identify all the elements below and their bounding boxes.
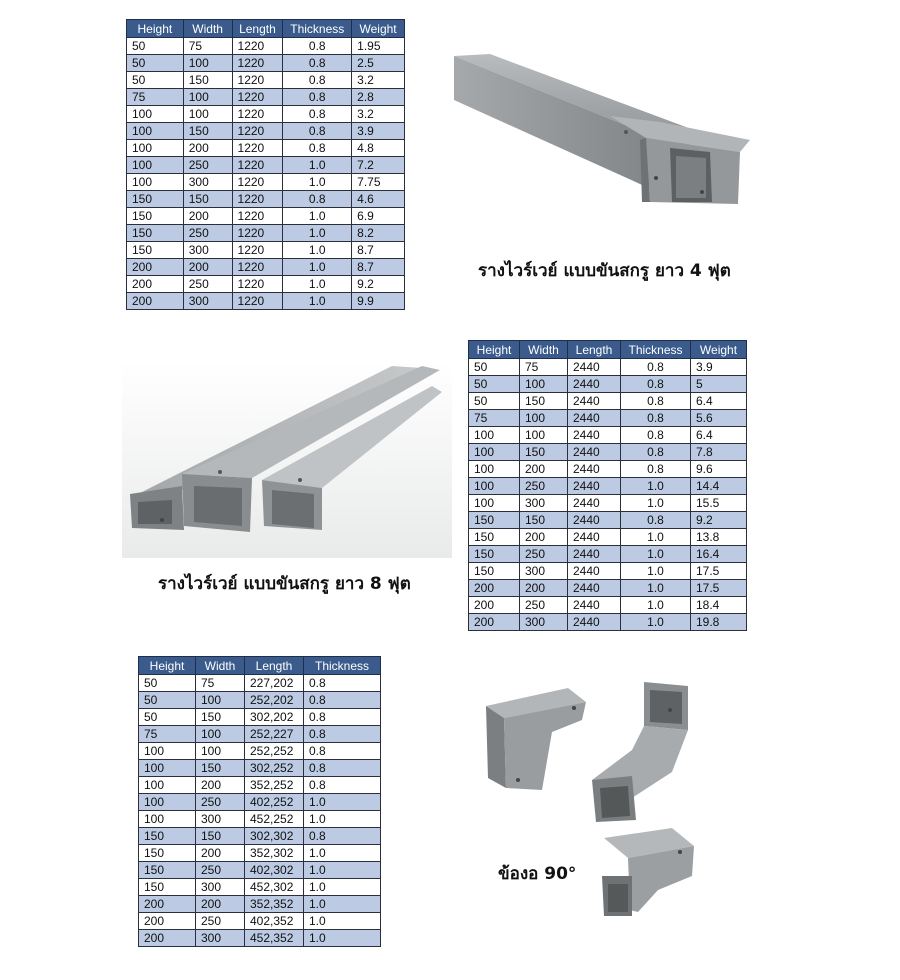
table-cell: 150 <box>139 845 196 862</box>
table-cell: 0.8 <box>621 444 691 461</box>
table-cell: 1220 <box>232 191 283 208</box>
wireway-4ft-photo <box>450 52 766 212</box>
table-cell: 150 <box>196 709 245 726</box>
table-cell: 1.0 <box>283 174 352 191</box>
table-cell: 100 <box>127 106 184 123</box>
table-cell: 250 <box>196 913 245 930</box>
table-cell: 1220 <box>232 225 283 242</box>
column-header: Width <box>183 20 232 38</box>
table-cell: 1220 <box>232 276 283 293</box>
table-cell: 100 <box>139 777 196 794</box>
table-cell: 302,252 <box>245 760 304 777</box>
table-cell: 1220 <box>232 72 283 89</box>
table-row <box>127 123 405 140</box>
table-cell: 150 <box>127 225 184 242</box>
table-row <box>469 410 747 427</box>
table-cell: 1.0 <box>621 614 691 631</box>
table-cell: 300 <box>520 495 568 512</box>
table-row <box>469 495 747 512</box>
column-header: Length <box>568 341 621 359</box>
column-header: Width <box>520 341 568 359</box>
table-row <box>127 293 405 310</box>
table-cell: 452,352 <box>245 930 304 947</box>
table-cell: 200 <box>520 529 568 546</box>
table-row <box>139 726 381 743</box>
column-header: Thickness <box>283 20 352 38</box>
column-header: Weight <box>691 341 747 359</box>
table-cell: 150 <box>183 123 232 140</box>
table-cell: 1.0 <box>304 879 381 896</box>
table-cell: 352,302 <box>245 845 304 862</box>
table-cell: 18.4 <box>691 597 747 614</box>
table-cell: 100 <box>520 376 568 393</box>
table-cell: 75 <box>127 89 184 106</box>
table-cell: 50 <box>127 38 184 55</box>
table-cell: 2440 <box>568 444 621 461</box>
table-cell: 75 <box>520 359 568 376</box>
table-cell: 300 <box>520 563 568 580</box>
table-cell: 0.8 <box>304 777 381 794</box>
table-cell: 150 <box>127 242 184 259</box>
table-cell: 9.9 <box>352 293 405 310</box>
table-cell: 252,252 <box>245 743 304 760</box>
table-cell: 100 <box>127 157 184 174</box>
table-cell: 200 <box>139 896 196 913</box>
table-cell: 100 <box>139 743 196 760</box>
table-cell: 150 <box>196 760 245 777</box>
table-row <box>139 828 381 845</box>
table-cell: 200 <box>183 208 232 225</box>
table-cell: 100 <box>196 743 245 760</box>
table-cell: 200 <box>469 580 520 597</box>
table-cell: 0.8 <box>304 709 381 726</box>
table-cell: 50 <box>127 72 184 89</box>
table-cell: 300 <box>183 174 232 191</box>
table-cell: 0.8 <box>283 140 352 157</box>
table-row <box>469 546 747 563</box>
table-cell: 252,227 <box>245 726 304 743</box>
table-cell: 1.0 <box>283 242 352 259</box>
table-cell: 200 <box>196 845 245 862</box>
wireway-8ft-photo <box>122 362 452 558</box>
table-cell: 1220 <box>232 55 283 72</box>
table-cell: 1220 <box>232 259 283 276</box>
table-cell: 150 <box>183 72 232 89</box>
spec-table-elbow-90 <box>138 656 381 947</box>
table-cell: 1.0 <box>621 478 691 495</box>
table-row <box>127 89 405 106</box>
table-cell: 100 <box>469 478 520 495</box>
table-cell: 250 <box>183 157 232 174</box>
caption-4ft: รางไวร์เวย์ แบบขันสกรู ยาว 4 ฟุต <box>478 261 731 281</box>
table-cell: 150 <box>520 444 568 461</box>
table-cell: 100 <box>139 760 196 777</box>
table-cell: 150 <box>469 512 520 529</box>
table-cell: 9.2 <box>352 276 405 293</box>
table-row <box>469 444 747 461</box>
table-cell: 1.0 <box>304 794 381 811</box>
table-cell: 75 <box>196 675 245 692</box>
table-cell: 100 <box>520 427 568 444</box>
table-cell: 5.6 <box>691 410 747 427</box>
table-cell: 0.8 <box>304 743 381 760</box>
table-cell: 0.8 <box>283 72 352 89</box>
table-row <box>469 597 747 614</box>
column-header: Height <box>127 20 184 38</box>
table-header-row <box>127 20 405 38</box>
table-cell: 0.8 <box>304 675 381 692</box>
table-cell: 150 <box>139 879 196 896</box>
table-cell: 252,202 <box>245 692 304 709</box>
column-header: Length <box>245 657 304 675</box>
table-cell: 0.8 <box>304 760 381 777</box>
table-row <box>127 259 405 276</box>
table-cell: 1220 <box>232 106 283 123</box>
table-cell: 200 <box>520 461 568 478</box>
table-cell: 1.0 <box>621 495 691 512</box>
table-cell: 7.75 <box>352 174 405 191</box>
table-cell: 0.8 <box>304 726 381 743</box>
table-cell: 1.0 <box>621 529 691 546</box>
table-cell: 3.9 <box>691 359 747 376</box>
table-cell: 50 <box>139 709 196 726</box>
table-row <box>127 38 405 55</box>
table-cell: 1.0 <box>621 563 691 580</box>
table-cell: 200 <box>127 276 184 293</box>
table-row <box>139 930 381 947</box>
table-row <box>469 563 747 580</box>
table-cell: 2440 <box>568 393 621 410</box>
table-cell: 100 <box>196 726 245 743</box>
table-row <box>139 675 381 692</box>
table-row <box>469 512 747 529</box>
table-cell: 250 <box>520 597 568 614</box>
table-cell: 452,302 <box>245 879 304 896</box>
table-cell: 1220 <box>232 123 283 140</box>
table-cell: 200 <box>520 580 568 597</box>
table-cell: 1.0 <box>283 293 352 310</box>
table-cell: 0.8 <box>283 123 352 140</box>
table-cell: 4.6 <box>352 191 405 208</box>
table-cell: 1.0 <box>304 930 381 947</box>
table-row <box>127 242 405 259</box>
table-cell: 0.8 <box>621 393 691 410</box>
table-cell: 1.0 <box>304 862 381 879</box>
table-cell: 100 <box>520 410 568 427</box>
table-row <box>127 225 405 242</box>
table-cell: 150 <box>139 828 196 845</box>
table-row <box>139 913 381 930</box>
table-cell: 2440 <box>568 376 621 393</box>
column-header: Height <box>469 341 520 359</box>
table-cell: 300 <box>196 930 245 947</box>
table-cell: 200 <box>183 140 232 157</box>
table-cell: 50 <box>139 675 196 692</box>
table-cell: 227,202 <box>245 675 304 692</box>
table-cell: 0.8 <box>621 359 691 376</box>
table-cell: 0.8 <box>283 55 352 72</box>
table-cell: 402,252 <box>245 794 304 811</box>
table-row <box>127 191 405 208</box>
table-cell: 100 <box>183 55 232 72</box>
table-cell: 200 <box>127 259 184 276</box>
table-cell: 1.0 <box>283 208 352 225</box>
spec-table-4ft <box>126 19 405 310</box>
table-cell: 100 <box>127 140 184 157</box>
table-cell: 3.9 <box>352 123 405 140</box>
table-cell: 1.0 <box>283 259 352 276</box>
table-cell: 2440 <box>568 478 621 495</box>
table-cell: 1220 <box>232 208 283 225</box>
table-row <box>127 174 405 191</box>
table-cell: 1.0 <box>621 580 691 597</box>
table-cell: 2440 <box>568 410 621 427</box>
table-cell: 1.95 <box>352 38 405 55</box>
table-row <box>139 896 381 913</box>
table-cell: 100 <box>469 427 520 444</box>
table-cell: 150 <box>469 546 520 563</box>
table-row <box>127 72 405 89</box>
table-cell: 300 <box>183 242 232 259</box>
table-header-row <box>469 341 747 359</box>
table-cell: 3.2 <box>352 72 405 89</box>
table-cell: 0.8 <box>304 828 381 845</box>
table-cell: 200 <box>469 597 520 614</box>
table-row <box>139 879 381 896</box>
table-cell: 352,252 <box>245 777 304 794</box>
table-row <box>127 106 405 123</box>
table-cell: 0.8 <box>621 461 691 478</box>
table-cell: 1220 <box>232 242 283 259</box>
table-row <box>139 777 381 794</box>
table-cell: 250 <box>520 546 568 563</box>
table-cell: 6.4 <box>691 393 747 410</box>
table-cell: 300 <box>196 811 245 828</box>
table-cell: 2440 <box>568 359 621 376</box>
table-cell: 4.8 <box>352 140 405 157</box>
table-cell: 300 <box>183 293 232 310</box>
table-cell: 7.8 <box>691 444 747 461</box>
table-row <box>139 845 381 862</box>
table-row <box>139 709 381 726</box>
table-cell: 250 <box>183 276 232 293</box>
table-cell: 2.5 <box>352 55 405 72</box>
table-cell: 100 <box>183 106 232 123</box>
caption-elbow-90: ข้องอ 90° <box>498 864 577 884</box>
table-cell: 0.8 <box>283 38 352 55</box>
table-row <box>469 427 747 444</box>
table-cell: 6.9 <box>352 208 405 225</box>
table-cell: 2440 <box>568 427 621 444</box>
table-cell: 50 <box>139 692 196 709</box>
table-cell: 17.5 <box>691 563 747 580</box>
table-cell: 0.8 <box>621 427 691 444</box>
table-header-row <box>139 657 381 675</box>
table-cell: 1.0 <box>304 913 381 930</box>
column-header: Length <box>232 20 283 38</box>
table-row <box>469 580 747 597</box>
table-cell: 8.7 <box>352 259 405 276</box>
table-cell: 100 <box>469 444 520 461</box>
table-cell: 9.6 <box>691 461 747 478</box>
table-cell: 2440 <box>568 495 621 512</box>
table-cell: 13.8 <box>691 529 747 546</box>
table-cell: 3.2 <box>352 106 405 123</box>
table-row <box>469 461 747 478</box>
table-cell: 2440 <box>568 597 621 614</box>
table-row <box>139 862 381 879</box>
table-cell: 1.0 <box>283 225 352 242</box>
table-cell: 6.4 <box>691 427 747 444</box>
table-row <box>139 743 381 760</box>
table-cell: 50 <box>127 55 184 72</box>
table-cell: 200 <box>196 777 245 794</box>
table-cell: 200 <box>196 896 245 913</box>
table-cell: 100 <box>127 123 184 140</box>
table-cell: 7.2 <box>352 157 405 174</box>
table-cell: 1220 <box>232 89 283 106</box>
table-cell: 150 <box>469 529 520 546</box>
table-cell: 1.0 <box>304 896 381 913</box>
table-cell: 17.5 <box>691 580 747 597</box>
table-row <box>469 393 747 410</box>
table-cell: 250 <box>196 862 245 879</box>
table-cell: 2440 <box>568 546 621 563</box>
table-cell: 9.2 <box>691 512 747 529</box>
column-header: Thickness <box>304 657 381 675</box>
table-cell: 1.0 <box>304 811 381 828</box>
table-row <box>127 208 405 225</box>
table-cell: 150 <box>196 828 245 845</box>
table-cell: 1220 <box>232 38 283 55</box>
table-cell: 1.0 <box>283 276 352 293</box>
table-cell: 250 <box>520 478 568 495</box>
table-row <box>469 376 747 393</box>
table-cell: 100 <box>183 89 232 106</box>
table-cell: 150 <box>469 563 520 580</box>
table-row <box>139 811 381 828</box>
table-cell: 1220 <box>232 174 283 191</box>
table-cell: 200 <box>469 614 520 631</box>
table-row <box>127 55 405 72</box>
table-cell: 0.8 <box>621 512 691 529</box>
table-row <box>139 692 381 709</box>
elbow-90-photo <box>482 680 712 942</box>
table-cell: 2.8 <box>352 89 405 106</box>
table-cell: 302,302 <box>245 828 304 845</box>
table-cell: 0.8 <box>283 191 352 208</box>
table-cell: 1220 <box>232 140 283 157</box>
table-cell: 1.0 <box>621 546 691 563</box>
table-cell: 200 <box>127 293 184 310</box>
table-cell: 1.0 <box>304 845 381 862</box>
table-cell: 0.8 <box>621 376 691 393</box>
table-cell: 0.8 <box>304 692 381 709</box>
table-cell: 50 <box>469 376 520 393</box>
table-cell: 150 <box>520 393 568 410</box>
table-cell: 1.0 <box>621 597 691 614</box>
caption-8ft: รางไวร์เวย์ แบบขันสกรู ยาว 8 ฟุต <box>158 574 411 594</box>
table-cell: 2440 <box>568 614 621 631</box>
column-header: Height <box>139 657 196 675</box>
table-cell: 1220 <box>232 293 283 310</box>
table-cell: 0.8 <box>621 410 691 427</box>
table-cell: 100 <box>469 495 520 512</box>
table-cell: 2440 <box>568 563 621 580</box>
table-cell: 75 <box>139 726 196 743</box>
table-cell: 200 <box>139 930 196 947</box>
table-cell: 100 <box>139 811 196 828</box>
table-cell: 1220 <box>232 157 283 174</box>
table-cell: 19.8 <box>691 614 747 631</box>
table-cell: 150 <box>183 191 232 208</box>
table-cell: 150 <box>127 191 184 208</box>
table-cell: 402,352 <box>245 913 304 930</box>
table-cell: 75 <box>183 38 232 55</box>
table-cell: 250 <box>183 225 232 242</box>
table-cell: 50 <box>469 393 520 410</box>
table-cell: 2440 <box>568 461 621 478</box>
table-cell: 16.4 <box>691 546 747 563</box>
table-cell: 8.2 <box>352 225 405 242</box>
table-cell: 1.0 <box>283 157 352 174</box>
table-cell: 100 <box>469 461 520 478</box>
table-cell: 150 <box>127 208 184 225</box>
spec-table-8ft <box>468 340 747 631</box>
table-cell: 300 <box>196 879 245 896</box>
table-row <box>127 157 405 174</box>
table-cell: 50 <box>469 359 520 376</box>
table-cell: 15.5 <box>691 495 747 512</box>
table-cell: 0.8 <box>283 106 352 123</box>
table-cell: 100 <box>127 174 184 191</box>
table-row <box>139 794 381 811</box>
table-cell: 352,352 <box>245 896 304 913</box>
table-cell: 150 <box>139 862 196 879</box>
table-row <box>469 478 747 495</box>
column-header: Thickness <box>621 341 691 359</box>
table-row <box>469 614 747 631</box>
table-cell: 250 <box>196 794 245 811</box>
table-cell: 2440 <box>568 580 621 597</box>
table-cell: 402,302 <box>245 862 304 879</box>
table-row <box>469 529 747 546</box>
table-cell: 200 <box>139 913 196 930</box>
table-cell: 100 <box>139 794 196 811</box>
table-cell: 2440 <box>568 529 621 546</box>
table-row <box>139 760 381 777</box>
column-header: Weight <box>352 20 405 38</box>
table-row <box>127 140 405 157</box>
table-cell: 452,252 <box>245 811 304 828</box>
table-cell: 150 <box>520 512 568 529</box>
table-cell: 200 <box>183 259 232 276</box>
table-cell: 302,202 <box>245 709 304 726</box>
table-cell: 0.8 <box>283 89 352 106</box>
table-row <box>127 276 405 293</box>
table-row <box>469 359 747 376</box>
table-cell: 75 <box>469 410 520 427</box>
table-cell: 8.7 <box>352 242 405 259</box>
table-cell: 100 <box>196 692 245 709</box>
column-header: Width <box>196 657 245 675</box>
table-cell: 5 <box>691 376 747 393</box>
table-cell: 2440 <box>568 512 621 529</box>
table-cell: 14.4 <box>691 478 747 495</box>
table-cell: 300 <box>520 614 568 631</box>
